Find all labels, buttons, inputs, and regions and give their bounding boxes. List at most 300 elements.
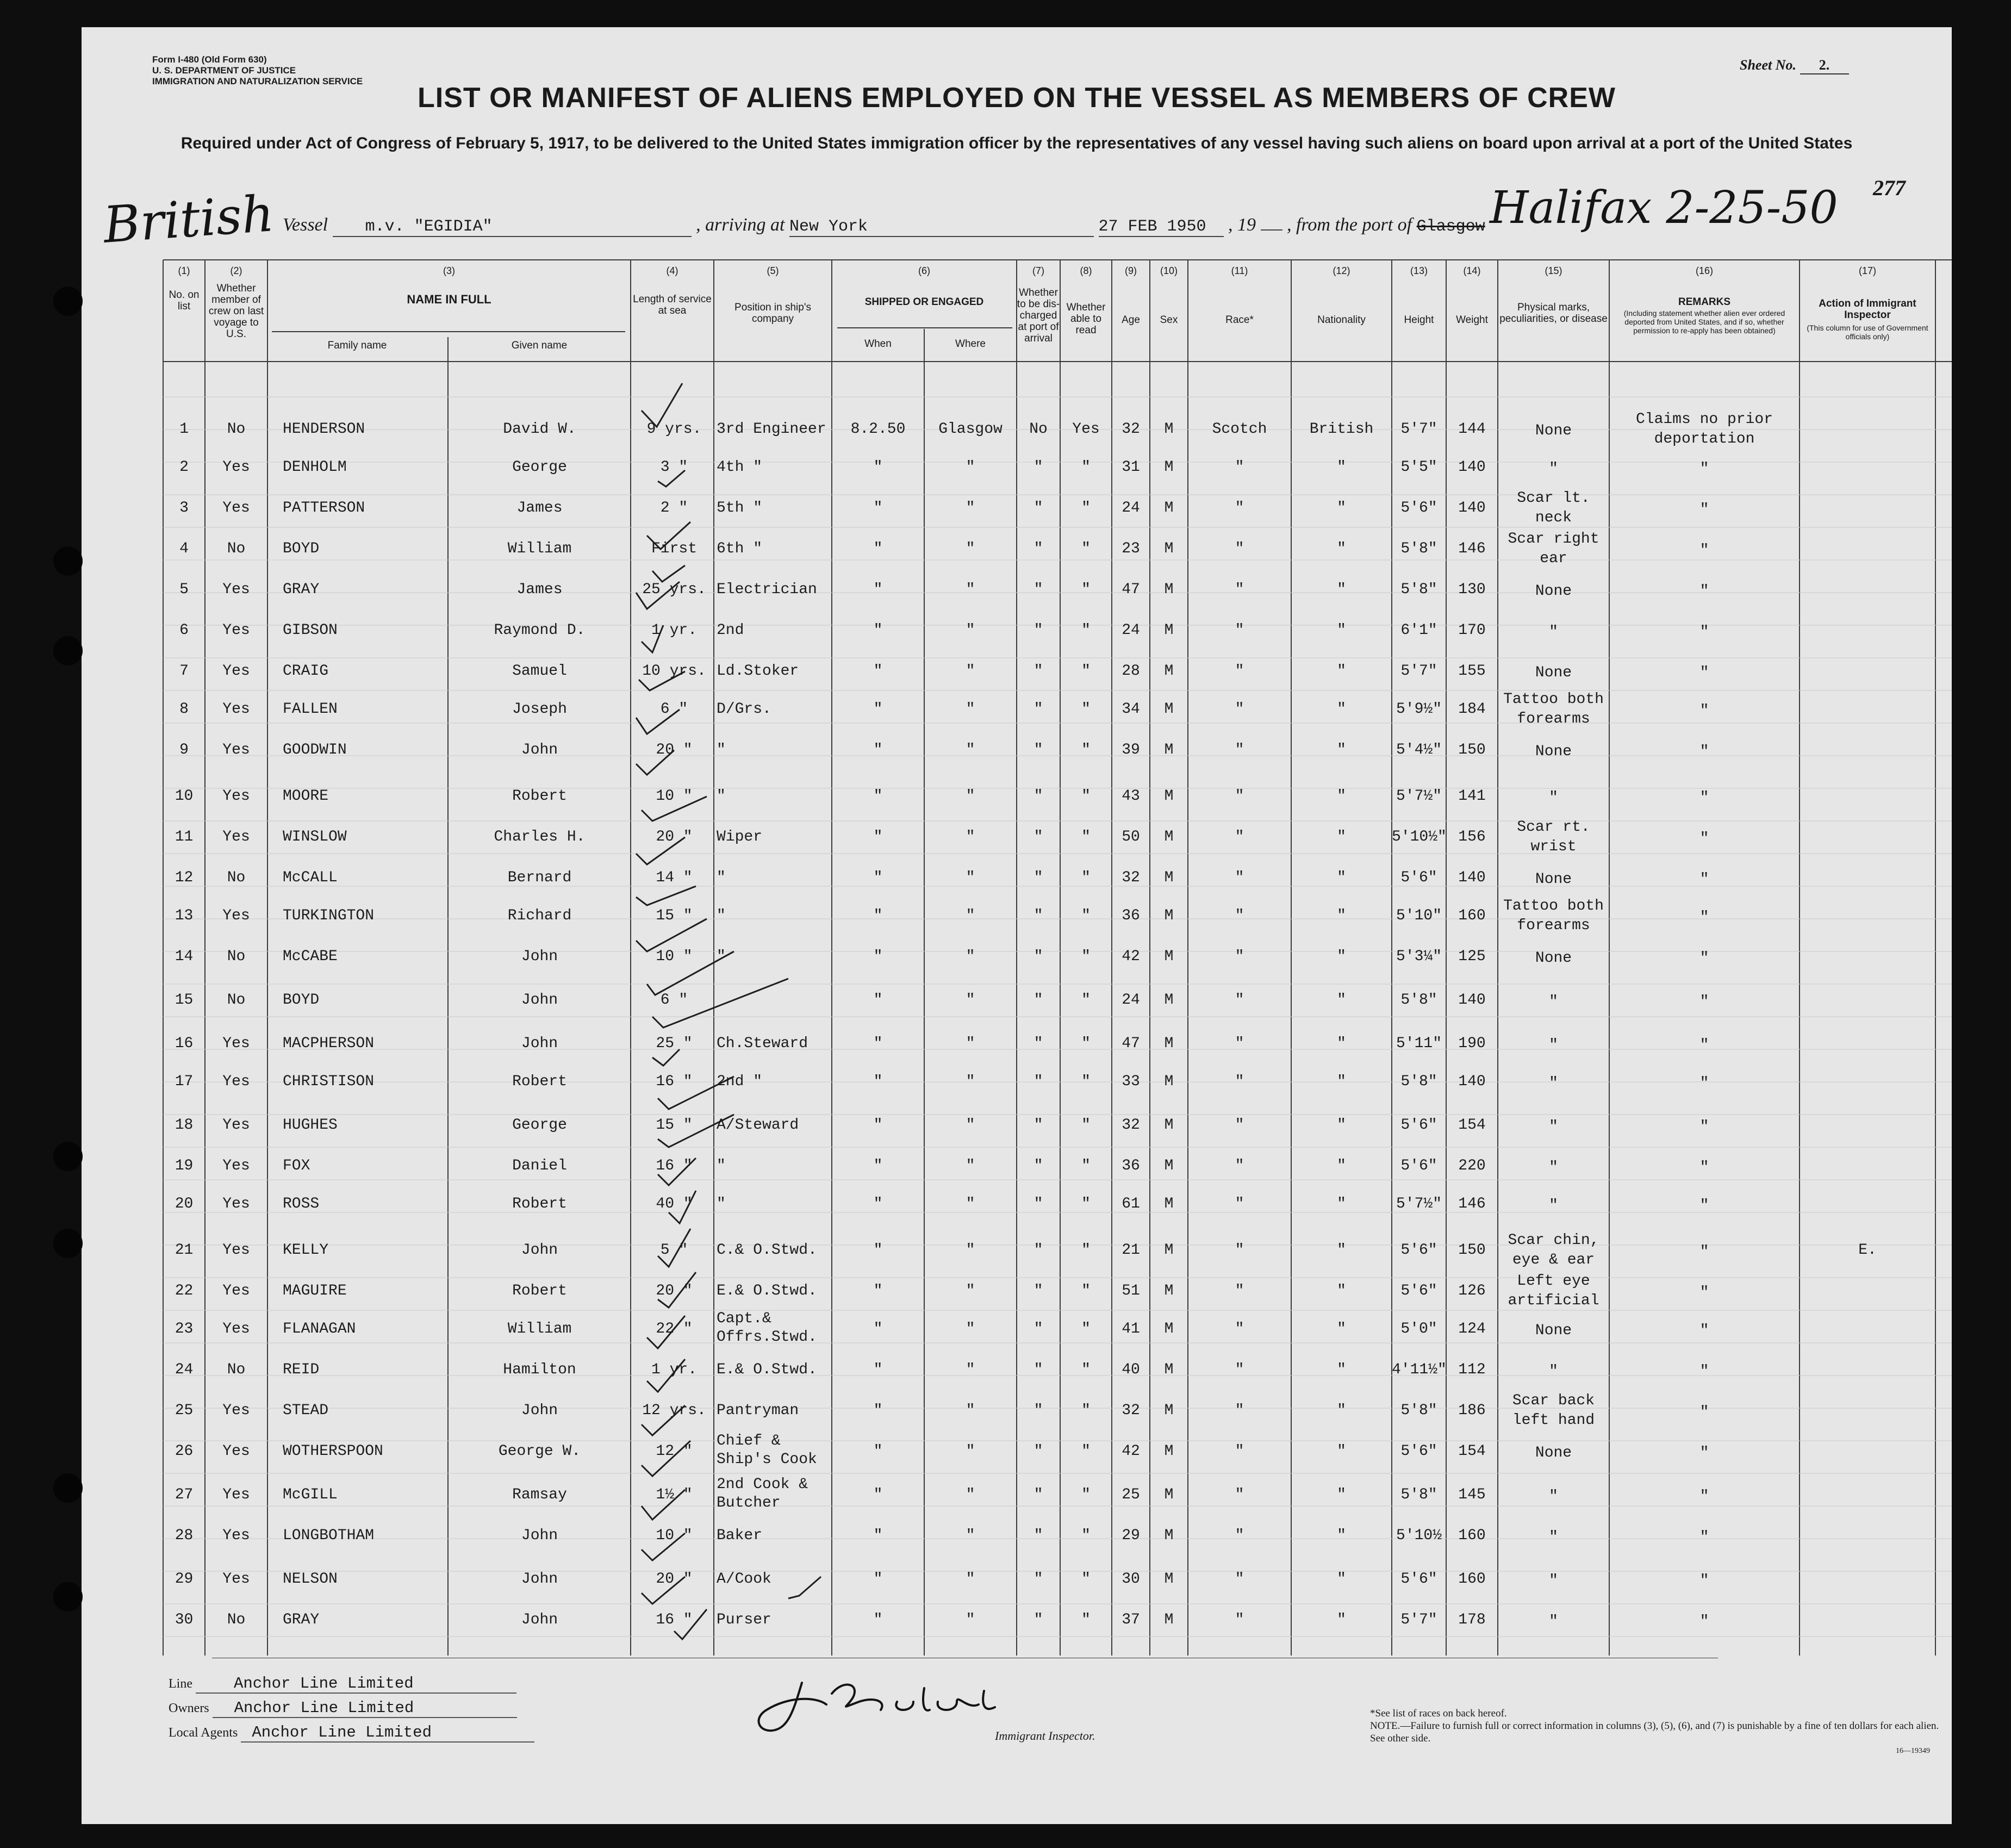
- cell-remarks: ": [1699, 583, 1709, 600]
- cell-race: ": [1235, 459, 1244, 476]
- col-number-13: (13): [1410, 265, 1428, 276]
- cell-position: ": [717, 788, 726, 805]
- cell-read: ": [1081, 1196, 1091, 1212]
- cell-weight: 160: [1458, 907, 1486, 924]
- cell-service: 16 ": [656, 1073, 693, 1090]
- cell-service: 6 ": [660, 992, 688, 1009]
- cell-position: 6th ": [717, 540, 763, 557]
- cell-last: No: [227, 948, 246, 965]
- cell-family: MACPHERSON: [283, 1035, 375, 1052]
- cell-when: 8.2.50: [850, 421, 906, 438]
- cell-when: ": [873, 742, 883, 758]
- cell-race: ": [1235, 788, 1244, 805]
- cell-where: ": [966, 1402, 975, 1419]
- cell-nationality: ": [1337, 948, 1346, 965]
- cell-read: ": [1081, 663, 1091, 680]
- cell-height: 5'11": [1396, 1035, 1442, 1052]
- cell-race: ": [1235, 500, 1244, 517]
- cell-nationality: ": [1337, 1443, 1346, 1460]
- cell-height: 5'6": [1400, 500, 1437, 517]
- cell-no: 26: [175, 1443, 194, 1460]
- cell-race: ": [1235, 829, 1244, 845]
- cell-discharged: ": [1033, 622, 1043, 639]
- cell-nationality: ": [1337, 500, 1346, 517]
- cell-family: GRAY: [283, 1611, 320, 1628]
- footer-line: [169, 1675, 516, 1694]
- cell-family: HUGHES: [283, 1117, 338, 1134]
- manifest-title: LIST OR MANIFEST OF ALIENS EMPLOYED ON THE VESSEL AS MEMBERS OF CREW: [418, 82, 1616, 114]
- cell-no: 23: [175, 1321, 194, 1337]
- cell-read: ": [1081, 1035, 1091, 1052]
- cell-race: ": [1235, 1611, 1244, 1628]
- footer-agents-value: Anchor Line Limited: [241, 1723, 534, 1743]
- cell-read: ": [1081, 1117, 1091, 1134]
- cell-read: ": [1081, 1402, 1091, 1419]
- cell-service: 12 ": [656, 1443, 693, 1460]
- cell-given: Bernard: [507, 869, 572, 886]
- cell-where: ": [966, 1486, 975, 1503]
- cell-read: ": [1081, 701, 1091, 718]
- header-nationality: Nationality: [1317, 314, 1366, 326]
- header-position: Position in ship's company: [734, 302, 811, 325]
- cell-given: John: [521, 1611, 558, 1628]
- cell-read: ": [1081, 1486, 1091, 1503]
- cell-nationality: ": [1337, 1527, 1346, 1544]
- cell-marks: Scar rt. wrist: [1517, 819, 1590, 855]
- cell-weight: 190: [1458, 1035, 1486, 1052]
- header-discharged: Whether to be dis-charged at port of arrival: [1017, 287, 1060, 344]
- cell-age: 47: [1122, 1035, 1140, 1052]
- cell-sex: M: [1164, 1527, 1174, 1544]
- cell-when: ": [873, 1571, 883, 1588]
- cell-family: McCABE: [283, 948, 338, 965]
- footer-agents-label: Local Agents: [169, 1726, 238, 1740]
- cell-discharged: ": [1033, 948, 1043, 965]
- cell-service: 9 yrs.: [646, 421, 702, 438]
- cell-discharged: ": [1033, 1035, 1043, 1052]
- cell-position: 2nd ": [717, 1073, 763, 1090]
- year-label: , 19: [1228, 215, 1256, 235]
- cell-sex: M: [1164, 907, 1174, 924]
- cell-when: ": [873, 1321, 883, 1337]
- cell-given: John: [521, 948, 558, 965]
- cell-where: ": [966, 1158, 975, 1174]
- cell-weight: 144: [1458, 421, 1486, 438]
- cell-when: ": [873, 1486, 883, 1503]
- cell-height: 5'4½": [1396, 742, 1442, 758]
- cell-marks: Tattoo both forearms: [1503, 691, 1604, 727]
- cell-nationality: ": [1337, 701, 1346, 718]
- cell-position: ": [717, 907, 726, 924]
- cell-position: 4th ": [717, 459, 763, 476]
- cell-position: Capt.& Offrs.Stwd.: [717, 1310, 817, 1346]
- vessel-label: Vessel: [283, 215, 328, 235]
- cell-when: ": [873, 1361, 883, 1378]
- cell-last: No: [227, 540, 246, 557]
- cell-remarks: ": [1699, 830, 1709, 847]
- cell-marks: ": [1549, 1118, 1558, 1135]
- cell-position: D/Grs.: [717, 701, 771, 718]
- arrival-date: 27 FEB 1950: [1099, 217, 1224, 237]
- cell-family: WOTHERSPOON: [283, 1443, 383, 1460]
- cell-height: 5'8": [1400, 540, 1437, 557]
- cell-no: 28: [175, 1527, 194, 1544]
- cell-remarks: ": [1699, 1404, 1709, 1421]
- cell-height: 5'0": [1400, 1321, 1437, 1337]
- cell-marks: ": [1549, 1159, 1558, 1176]
- cell-sex: M: [1164, 663, 1174, 680]
- cell-age: 25: [1122, 1486, 1140, 1503]
- punch-hole: [53, 1473, 83, 1503]
- cell-weight: 125: [1458, 948, 1486, 965]
- cell-marks: None: [1535, 950, 1572, 967]
- cell-family: FOX: [283, 1158, 310, 1174]
- cell-nationality: ": [1337, 742, 1346, 758]
- cell-service: 1½ ": [656, 1486, 693, 1503]
- cell-discharged: ": [1033, 663, 1043, 680]
- cell-height: 5'6": [1400, 1242, 1437, 1259]
- cell-race: ": [1235, 1035, 1244, 1052]
- col-number-8: (8): [1080, 265, 1092, 276]
- cell-no: 27: [175, 1486, 194, 1503]
- cell-when: ": [873, 829, 883, 845]
- cell-given: Robert: [512, 1073, 567, 1090]
- cell-race: ": [1235, 540, 1244, 557]
- cell-sex: M: [1164, 1321, 1174, 1337]
- cell-no: 6: [179, 622, 189, 639]
- cell-age: 34: [1122, 701, 1140, 718]
- cell-race: ": [1235, 1486, 1244, 1503]
- footer-owners: [169, 1699, 517, 1718]
- cell-nationality: ": [1337, 1361, 1346, 1378]
- punch-hole: [53, 1582, 83, 1611]
- cell-read: ": [1081, 540, 1091, 557]
- cell-service: 1 yr.: [651, 622, 697, 639]
- cell-discharged: ": [1033, 1611, 1043, 1628]
- cell-race: ": [1235, 622, 1244, 639]
- cell-when: ": [873, 992, 883, 1009]
- cell-given: John: [521, 1402, 558, 1419]
- cell-discharged: ": [1033, 1402, 1043, 1419]
- cell-nationality: ": [1337, 540, 1346, 557]
- cell-height: 4'11½": [1392, 1361, 1447, 1378]
- cell-given: John: [521, 1035, 558, 1052]
- cell-family: REID: [283, 1361, 320, 1378]
- cell-when: ": [873, 907, 883, 924]
- cell-family: HENDERSON: [283, 421, 365, 438]
- cell-position: ": [717, 742, 726, 758]
- header-where: Where: [955, 338, 986, 350]
- cell-height: 5'3¼": [1396, 948, 1442, 965]
- cell-read: ": [1081, 948, 1091, 965]
- cell-position: 2nd: [717, 622, 744, 639]
- cell-marks: ": [1549, 1075, 1558, 1092]
- cell-service: 14 ": [656, 869, 693, 886]
- cell-race: ": [1235, 1443, 1244, 1460]
- cell-no: 4: [179, 540, 189, 557]
- cell-weight: 140: [1458, 992, 1486, 1009]
- cell-age: 21: [1122, 1242, 1140, 1259]
- cell-nationality: ": [1337, 1283, 1346, 1299]
- header-height: Height: [1404, 314, 1434, 326]
- cell-family: McGILL: [283, 1486, 338, 1503]
- cell-when: ": [873, 459, 883, 476]
- cell-given: John: [521, 1242, 558, 1259]
- cell-family: KELLY: [283, 1242, 329, 1259]
- cell-given: David W.: [503, 421, 576, 438]
- cell-no: 29: [175, 1571, 194, 1588]
- cell-weight: 184: [1458, 701, 1486, 718]
- cell-where: ": [966, 1283, 975, 1299]
- cell-height: 5'6": [1400, 1158, 1437, 1174]
- header-when: When: [864, 338, 892, 350]
- cell-sex: M: [1164, 421, 1174, 438]
- cell-marks: Scar back left hand: [1512, 1392, 1595, 1429]
- cell-height: 5'7": [1400, 663, 1437, 680]
- cell-age: 28: [1122, 663, 1140, 680]
- cell-position: E.& O.Stwd.: [717, 1283, 817, 1299]
- cell-discharged: ": [1033, 701, 1043, 718]
- footer-agents: [169, 1723, 534, 1743]
- cell-height: 5'6": [1400, 1443, 1437, 1460]
- cell-family: STEAD: [283, 1402, 329, 1419]
- cell-discharged: ": [1033, 869, 1043, 886]
- cell-age: 36: [1122, 907, 1140, 924]
- cell-no: 18: [175, 1117, 194, 1134]
- header-race: Race*: [1225, 314, 1254, 326]
- cell-weight: 140: [1458, 869, 1486, 886]
- page-number: 277: [1873, 176, 1906, 200]
- cell-given: Joseph: [512, 701, 567, 718]
- cell-read: ": [1081, 622, 1091, 639]
- cell-no: 20: [175, 1196, 194, 1212]
- cell-service: 2 ": [660, 500, 688, 517]
- cell-position: Electrician: [717, 581, 817, 598]
- cell-read: ": [1081, 907, 1091, 924]
- cell-where: ": [966, 1035, 975, 1052]
- cell-race: ": [1235, 701, 1244, 718]
- cell-where: ": [966, 788, 975, 805]
- cell-position: 3rd Engineer: [717, 421, 826, 438]
- cell-where: ": [966, 1196, 975, 1212]
- cell-weight: 160: [1458, 1571, 1486, 1588]
- cell-where: ": [966, 992, 975, 1009]
- cell-marks: ": [1549, 993, 1558, 1010]
- cell-last: Yes: [222, 1486, 250, 1503]
- cell-sex: M: [1164, 581, 1174, 598]
- cell-weight: 146: [1458, 1196, 1486, 1212]
- cell-remarks: ": [1699, 1037, 1709, 1054]
- cell-no: 19: [175, 1158, 194, 1174]
- cell-read: ": [1081, 1361, 1091, 1378]
- cell-age: 43: [1122, 788, 1140, 805]
- cell-marks: None: [1535, 1322, 1572, 1339]
- cell-when: ": [873, 1073, 883, 1090]
- cell-nationality: ": [1337, 1196, 1346, 1212]
- cell-given: John: [521, 1527, 558, 1544]
- cell-marks: ": [1549, 1572, 1558, 1589]
- footer-line-label: Line: [169, 1677, 192, 1691]
- cell-last: Yes: [222, 788, 250, 805]
- cell-where: Glasgow: [938, 421, 1003, 438]
- cell-last: No: [227, 1361, 246, 1378]
- cell-discharged: ": [1033, 1321, 1043, 1337]
- cell-service: 10 ": [656, 948, 693, 965]
- cell-family: TURKINGTON: [283, 907, 375, 924]
- col-number-10: (10): [1160, 265, 1178, 276]
- cell-height: 5'8": [1400, 992, 1437, 1009]
- cell-when: ": [873, 1283, 883, 1299]
- cell-age: 29: [1122, 1527, 1140, 1544]
- cell-family: ROSS: [283, 1196, 320, 1212]
- cell-position: 5th ": [717, 500, 763, 517]
- cell-age: 31: [1122, 459, 1140, 476]
- cell-where: ": [966, 459, 975, 476]
- footer-owners-value: Anchor Line Limited: [213, 1699, 517, 1718]
- cell-age: 42: [1122, 1443, 1140, 1460]
- cell-nationality: ": [1337, 1117, 1346, 1134]
- cell-when: ": [873, 1158, 883, 1174]
- cell-where: ": [966, 1321, 975, 1337]
- cell-age: 41: [1122, 1321, 1140, 1337]
- header-last-voyage: Whether member of crew on last voyage to U.S.: [208, 283, 264, 340]
- col-number-6: (6): [918, 265, 930, 276]
- cell-marks: ": [1549, 1037, 1558, 1054]
- cell-given: Raymond D.: [494, 622, 586, 639]
- cell-where: ": [966, 1571, 975, 1588]
- inspector-label: Immigrant Inspector.: [995, 1729, 1095, 1743]
- cell-age: 32: [1122, 1117, 1140, 1134]
- cell-when: ": [873, 663, 883, 680]
- cell-given: Daniel: [512, 1158, 567, 1174]
- arriving-label: , arriving at: [696, 215, 785, 235]
- cell-last: Yes: [222, 1527, 250, 1544]
- from-port-handwritten: Halifax 2-25-50: [1490, 182, 1838, 234]
- cell-height: 5'8": [1400, 1073, 1437, 1090]
- cell-remarks: ": [1699, 702, 1709, 719]
- races-note: *See list of races on back hereof.: [1370, 1708, 1507, 1719]
- cell-discharged: ": [1033, 742, 1043, 758]
- cell-when: ": [873, 1527, 883, 1544]
- cell-service: 16 ": [656, 1611, 693, 1628]
- cell-no: 9: [179, 742, 189, 758]
- cell-family: LONGBOTHAM: [283, 1527, 375, 1544]
- cell-given: James: [516, 581, 563, 598]
- cell-marks: Scar chin, eye & ear: [1508, 1232, 1599, 1268]
- cell-weight: 140: [1458, 459, 1486, 476]
- cell-nationality: ": [1337, 869, 1346, 886]
- cell-when: ": [873, 869, 883, 886]
- cell-nationality: ": [1337, 581, 1346, 598]
- cell-sex: M: [1164, 869, 1174, 886]
- cell-family: MOORE: [283, 788, 329, 805]
- cell-remarks: ": [1699, 1488, 1709, 1505]
- col-number-17: (17): [1858, 265, 1876, 276]
- cell-remarks: ": [1699, 1572, 1709, 1589]
- cell-read: ": [1081, 1158, 1091, 1174]
- col-number-4: (4): [666, 265, 678, 276]
- cell-service: 10 ": [656, 1527, 693, 1544]
- cell-weight: 150: [1458, 742, 1486, 758]
- cell-position: Ld.Stoker: [717, 663, 799, 680]
- header-action-note: (This column for use of Government officials only): [1807, 323, 1928, 341]
- cell-service: 25 ": [656, 1035, 693, 1052]
- cell-last: Yes: [222, 829, 250, 845]
- handwritten-nationality: British: [101, 184, 276, 254]
- cell-no: 17: [175, 1073, 194, 1090]
- cell-when: ": [873, 1402, 883, 1419]
- cell-family: GOODWIN: [283, 742, 347, 758]
- cell-remarks: Claims no prior deportation: [1635, 411, 1773, 447]
- cell-sex: M: [1164, 829, 1174, 845]
- cell-last: Yes: [222, 581, 250, 598]
- cell-age: 37: [1122, 1611, 1140, 1628]
- cell-when: ": [873, 1117, 883, 1134]
- cell-race: ": [1235, 907, 1244, 924]
- cell-sex: M: [1164, 788, 1174, 805]
- cell-service: 22 ": [656, 1321, 693, 1337]
- cell-where: ": [966, 1242, 975, 1259]
- cell-read: ": [1081, 581, 1091, 598]
- cell-discharged: No: [1029, 421, 1048, 438]
- cell-sex: M: [1164, 1196, 1174, 1212]
- col-number-7: (7): [1032, 265, 1044, 276]
- cell-service: 20 ": [656, 1283, 693, 1299]
- col-number-12: (12): [1333, 265, 1350, 276]
- cell-discharged: ": [1033, 540, 1043, 557]
- cell-age: 24: [1122, 992, 1140, 1009]
- cell-read: ": [1081, 1242, 1091, 1259]
- cell-marks: None: [1535, 871, 1572, 888]
- header-remarks: REMARKS: [1678, 296, 1731, 308]
- cell-weight: 124: [1458, 1321, 1486, 1337]
- header-physical-marks: Physical marks, peculiarities, or disease: [1499, 302, 1608, 325]
- cell-height: 5'6": [1400, 1283, 1437, 1299]
- manifest-sheet: [82, 27, 1952, 1824]
- cell-family: BOYD: [283, 540, 320, 557]
- cell-no: 22: [175, 1283, 194, 1299]
- col-number-15: (15): [1545, 265, 1562, 276]
- punch-hole: [53, 546, 83, 576]
- cell-marks: ": [1549, 1363, 1558, 1380]
- cell-read: ": [1081, 829, 1091, 845]
- cell-remarks: ": [1699, 950, 1709, 967]
- cell-weight: 160: [1458, 1527, 1486, 1544]
- cell-remarks: ": [1699, 1075, 1709, 1092]
- cell-discharged: ": [1033, 1283, 1043, 1299]
- cell-family: CRAIG: [283, 663, 329, 680]
- cell-discharged: ": [1033, 992, 1043, 1009]
- cell-age: 32: [1122, 869, 1140, 886]
- cell-read: ": [1081, 1073, 1091, 1090]
- cell-when: ": [873, 1443, 883, 1460]
- cell-family: BOYD: [283, 992, 320, 1009]
- cell-nationality: ": [1337, 788, 1346, 805]
- footer-notes: [1370, 1707, 1946, 1757]
- cell-read: ": [1081, 1321, 1091, 1337]
- cell-marks: None: [1535, 583, 1572, 600]
- cell-service: 6 ": [660, 701, 688, 718]
- cell-read: ": [1081, 1571, 1091, 1588]
- cell-last: Yes: [222, 1117, 250, 1134]
- cell-remarks: ": [1699, 1118, 1709, 1135]
- cell-sex: M: [1164, 500, 1174, 517]
- cell-when: ": [873, 948, 883, 965]
- cell-no: 15: [175, 992, 194, 1009]
- cell-sex: M: [1164, 1443, 1174, 1460]
- cell-last: Yes: [222, 500, 250, 517]
- cell-sex: M: [1164, 1242, 1174, 1259]
